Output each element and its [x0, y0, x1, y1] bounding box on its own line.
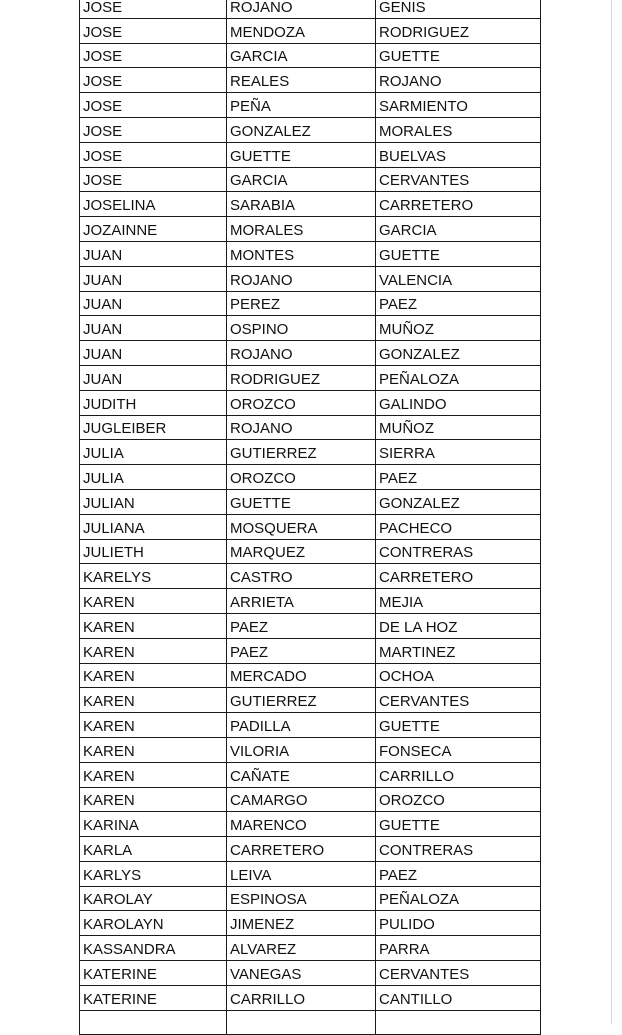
- first-name-cell: JUAN: [80, 266, 227, 291]
- table-row: [80, 762, 541, 787]
- table-row: [80, 489, 541, 514]
- table-row: [80, 663, 541, 688]
- table-row: [80, 1010, 541, 1035]
- table-row: [80, 341, 541, 366]
- surname-1-cell: ALVAREZ: [227, 936, 376, 961]
- surname-1-cell: OROZCO: [227, 390, 376, 415]
- table-row: [80, 291, 541, 316]
- first-name-cell: JUAN: [80, 341, 227, 366]
- surname-2-cell: SIERRA: [376, 440, 541, 465]
- first-name-cell: KATERINE: [80, 961, 227, 986]
- surname-2-cell: RODRIGUEZ: [376, 18, 541, 43]
- surname-1-cell: ESPINOSA: [227, 886, 376, 911]
- surname-1-cell: CARRETERO: [227, 837, 376, 862]
- table-row: [80, 266, 541, 291]
- surname-1-cell: GUTIERREZ: [227, 440, 376, 465]
- surname-2-cell: GUETTE: [376, 713, 541, 738]
- surname-2-cell: ROJANO: [376, 68, 541, 93]
- surname-2-cell: CERVANTES: [376, 167, 541, 192]
- surname-2-cell: CARRETERO: [376, 564, 541, 589]
- surname-1-cell: SARABIA: [227, 192, 376, 217]
- surname-2-cell: CARRETERO: [376, 192, 541, 217]
- surname-2-cell: DE LA HOZ: [376, 613, 541, 638]
- surname-1-cell: MARENCO: [227, 812, 376, 837]
- first-name-cell: KAREN: [80, 713, 227, 738]
- surname-1-cell: PAEZ: [227, 613, 376, 638]
- table-row: [80, 514, 541, 539]
- table-row: [80, 911, 541, 936]
- surname-2-cell: CERVANTES: [376, 961, 541, 986]
- table-row: [80, 415, 541, 440]
- surname-1-cell: ARRIETA: [227, 589, 376, 614]
- first-name-cell: KAREN: [80, 737, 227, 762]
- surname-2-cell: GUETTE: [376, 241, 541, 266]
- first-name-cell: JOSE: [80, 117, 227, 142]
- surname-2-cell: MARTINEZ: [376, 638, 541, 663]
- surname-2-cell: PARRA: [376, 936, 541, 961]
- surname-1-cell: GUETTE: [227, 489, 376, 514]
- first-name-cell: JOSE: [80, 18, 227, 43]
- table-row: [80, 192, 541, 217]
- first-name-cell: JULIANA: [80, 514, 227, 539]
- first-name-cell: KAREN: [80, 762, 227, 787]
- surname-2-cell: GUETTE: [376, 43, 541, 68]
- surname-1-cell: GUETTE: [227, 142, 376, 167]
- first-name-cell: KARINA: [80, 812, 227, 837]
- surname-2-cell: MUÑOZ: [376, 316, 541, 341]
- first-name-cell: KAREN: [80, 613, 227, 638]
- surname-2-cell: [376, 1010, 541, 1035]
- surname-2-cell: CONTRERAS: [376, 837, 541, 862]
- surname-2-cell: PULIDO: [376, 911, 541, 936]
- surname-2-cell: CARRILLO: [376, 762, 541, 787]
- first-name-cell: JOSELINA: [80, 192, 227, 217]
- surname-1-cell: GUTIERREZ: [227, 688, 376, 713]
- surname-1-cell: VILORIA: [227, 737, 376, 762]
- first-name-cell: JOSE: [80, 68, 227, 93]
- table-row: [80, 713, 541, 738]
- table-row: [80, 613, 541, 638]
- first-name-cell: KAREN: [80, 688, 227, 713]
- first-name-cell: KAREN: [80, 663, 227, 688]
- surname-1-cell: CARRILLO: [227, 985, 376, 1010]
- surname-2-cell: MUÑOZ: [376, 415, 541, 440]
- table-row: [80, 861, 541, 886]
- surname-1-cell: CAÑATE: [227, 762, 376, 787]
- first-name-cell: JUGLEIBER: [80, 415, 227, 440]
- first-name-cell: JOSE: [80, 142, 227, 167]
- surname-1-cell: GARCIA: [227, 167, 376, 192]
- first-name-cell: KAREN: [80, 589, 227, 614]
- table-row: [80, 117, 541, 142]
- first-name-cell: JULIA: [80, 465, 227, 490]
- first-name-cell: JOSE: [80, 93, 227, 118]
- surname-2-cell: PACHECO: [376, 514, 541, 539]
- table-row: [80, 985, 541, 1010]
- first-name-cell: JOSE: [80, 0, 227, 18]
- surname-1-cell: JIMENEZ: [227, 911, 376, 936]
- table-row: [80, 589, 541, 614]
- names-table-body: [80, 0, 541, 1035]
- surname-2-cell: GARCIA: [376, 217, 541, 242]
- surname-1-cell: MOSQUERA: [227, 514, 376, 539]
- table-row: [80, 812, 541, 837]
- table-row: [80, 688, 541, 713]
- first-name-cell: KAREN: [80, 787, 227, 812]
- surname-1-cell: PEÑA: [227, 93, 376, 118]
- surname-2-cell: CONTRERAS: [376, 539, 541, 564]
- surname-1-cell: PEREZ: [227, 291, 376, 316]
- surname-2-cell: FONSECA: [376, 737, 541, 762]
- surname-2-cell: SARMIENTO: [376, 93, 541, 118]
- table-row: [80, 0, 541, 18]
- first-name-cell: KARLA: [80, 837, 227, 862]
- surname-1-cell: CAMARGO: [227, 787, 376, 812]
- surname-1-cell: MONTES: [227, 241, 376, 266]
- table-row: [80, 142, 541, 167]
- surname-1-cell: PADILLA: [227, 713, 376, 738]
- table-row: [80, 43, 541, 68]
- table-row: [80, 68, 541, 93]
- surname-2-cell: GENIS: [376, 0, 541, 18]
- surname-1-cell: REALES: [227, 68, 376, 93]
- table-row: [80, 564, 541, 589]
- names-table: [79, 0, 541, 1035]
- first-name-cell: KAROLAY: [80, 886, 227, 911]
- surname-1-cell: CASTRO: [227, 564, 376, 589]
- table-row: [80, 217, 541, 242]
- first-name-cell: KASSANDRA: [80, 936, 227, 961]
- first-name-cell: JULIAN: [80, 489, 227, 514]
- first-name-cell: JUAN: [80, 365, 227, 390]
- surname-1-cell: VANEGAS: [227, 961, 376, 986]
- first-name-cell: JULIA: [80, 440, 227, 465]
- table-row: [80, 440, 541, 465]
- first-name-cell: KAROLAYN: [80, 911, 227, 936]
- table-row: [80, 93, 541, 118]
- surname-1-cell: OROZCO: [227, 465, 376, 490]
- surname-1-cell: ROJANO: [227, 415, 376, 440]
- surname-2-cell: GONZALEZ: [376, 489, 541, 514]
- surname-1-cell: [227, 1010, 376, 1035]
- surname-2-cell: MEJIA: [376, 589, 541, 614]
- surname-2-cell: GUETTE: [376, 812, 541, 837]
- first-name-cell: JOZAINNE: [80, 217, 227, 242]
- first-name-cell: KARELYS: [80, 564, 227, 589]
- table-row: [80, 167, 541, 192]
- first-name-cell: JUAN: [80, 241, 227, 266]
- table-row: [80, 837, 541, 862]
- surname-2-cell: VALENCIA: [376, 266, 541, 291]
- first-name-cell: JUAN: [80, 291, 227, 316]
- surname-2-cell: BUELVAS: [376, 142, 541, 167]
- surname-2-cell: PAEZ: [376, 291, 541, 316]
- first-name-cell: JULIETH: [80, 539, 227, 564]
- surname-2-cell: PEÑALOZA: [376, 886, 541, 911]
- first-name-cell: JUAN: [80, 316, 227, 341]
- table-row: [80, 886, 541, 911]
- table-row: [80, 316, 541, 341]
- table-row: [80, 737, 541, 762]
- table-row: [80, 961, 541, 986]
- table-row: [80, 241, 541, 266]
- surname-1-cell: GONZALEZ: [227, 117, 376, 142]
- surname-2-cell: GALINDO: [376, 390, 541, 415]
- table-row: [80, 936, 541, 961]
- first-name-cell: KATERINE: [80, 985, 227, 1010]
- surname-2-cell: PAEZ: [376, 465, 541, 490]
- surname-2-cell: PEÑALOZA: [376, 365, 541, 390]
- surname-2-cell: CERVANTES: [376, 688, 541, 713]
- surname-2-cell: OROZCO: [376, 787, 541, 812]
- surname-2-cell: MORALES: [376, 117, 541, 142]
- table-row: [80, 539, 541, 564]
- page-edge: [611, 0, 612, 1024]
- first-name-cell: JOSE: [80, 167, 227, 192]
- surname-1-cell: MERCADO: [227, 663, 376, 688]
- surname-2-cell: CANTILLO: [376, 985, 541, 1010]
- table-row: [80, 365, 541, 390]
- first-name-cell: JUDITH: [80, 390, 227, 415]
- surname-1-cell: MORALES: [227, 217, 376, 242]
- surname-2-cell: PAEZ: [376, 861, 541, 886]
- first-name-cell: KAREN: [80, 638, 227, 663]
- surname-1-cell: MENDOZA: [227, 18, 376, 43]
- table-row: [80, 18, 541, 43]
- table-row: [80, 787, 541, 812]
- table-row: [80, 465, 541, 490]
- surname-1-cell: GARCIA: [227, 43, 376, 68]
- surname-1-cell: RODRIGUEZ: [227, 365, 376, 390]
- surname-1-cell: MARQUEZ: [227, 539, 376, 564]
- first-name-cell: JOSE: [80, 43, 227, 68]
- first-name-cell: [80, 1010, 227, 1035]
- table-row: [80, 638, 541, 663]
- surname-2-cell: GONZALEZ: [376, 341, 541, 366]
- first-name-cell: KARLYS: [80, 861, 227, 886]
- surname-1-cell: LEIVA: [227, 861, 376, 886]
- surname-2-cell: OCHOA: [376, 663, 541, 688]
- surname-1-cell: PAEZ: [227, 638, 376, 663]
- surname-1-cell: OSPINO: [227, 316, 376, 341]
- surname-1-cell: ROJANO: [227, 266, 376, 291]
- surname-1-cell: ROJANO: [227, 341, 376, 366]
- surname-1-cell: ROJANO: [227, 0, 376, 18]
- table-row: [80, 390, 541, 415]
